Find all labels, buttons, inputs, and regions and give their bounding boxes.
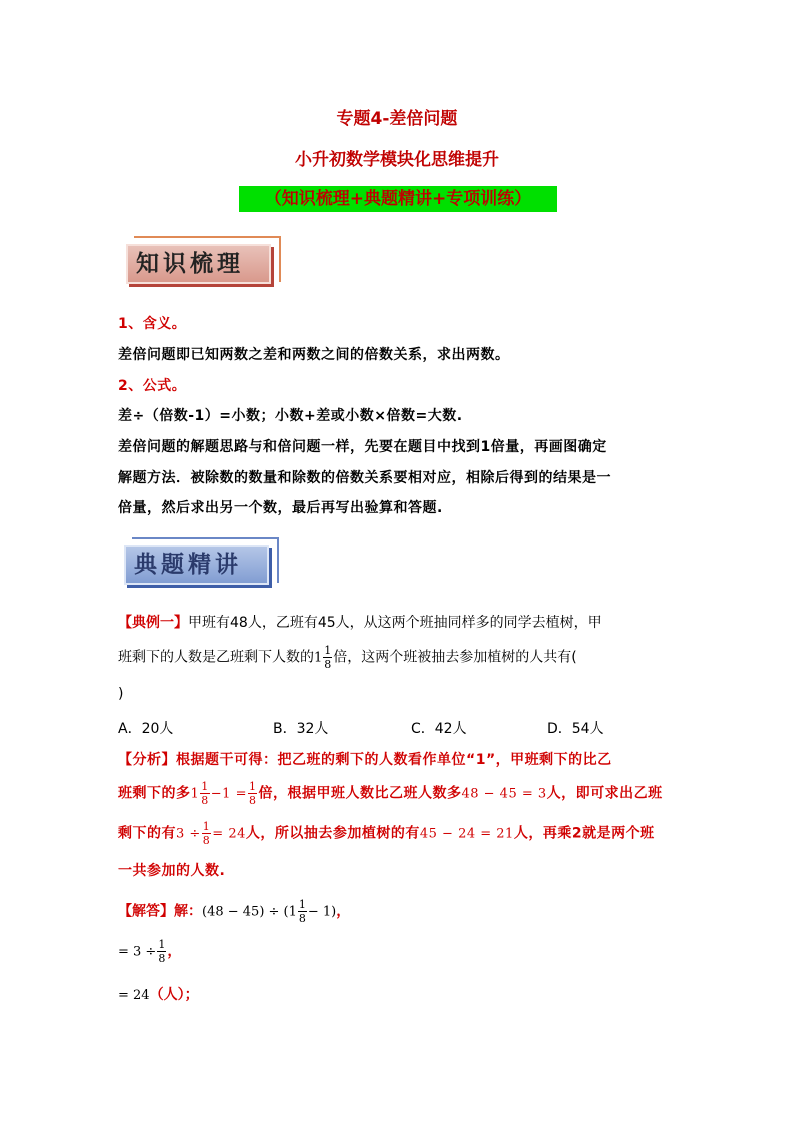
example-question-line-2: 班剩下的人数是乙班剩下人数的1 $\frac{1}{8}$ 倍，这两个班被抽去参加植树的人共有(: [118, 644, 577, 671]
document-title: 专题4-差倍问题: [336, 109, 458, 129]
analysis-line-3: 剩下的有3 ÷ $\frac{1}{8}$ = 24人，所以抽去参加植树的有45 − 24 = 21人，再乘2就是两个班: [118, 820, 655, 847]
explanation-line-3: 倍量，然后求出另一个数，最后再写出验算和答题.: [118, 500, 443, 516]
document-subtitle: 小升初数学模块化思维提升: [295, 150, 499, 170]
section-badge-knowledge: 知识梳理: [126, 244, 271, 284]
analysis-line-4: 一共参加的人数.: [118, 863, 226, 879]
meaning-text: 差倍问题即已知两数之差和两数之间的倍数关系，求出两数。: [118, 347, 510, 363]
choice-c: C．42人: [411, 721, 467, 737]
analysis-line-2: 班剩下的多1 $\frac{1}{8}$ −1 = $\frac{1}{8}$ 倍，根据甲班人数比乙班人数多48 − 45 = 3人，即可求出乙班: [118, 780, 663, 807]
answer-line-2: = 3 ÷ $\frac{1}{8}$ ，: [118, 938, 182, 965]
choice-a: A．20人: [118, 721, 174, 737]
choice-d: D．54人: [547, 721, 604, 737]
mixed-fraction: $\frac{1}{8}$: [324, 644, 332, 671]
example-question-line-3: ): [118, 686, 124, 702]
heading-formula: 2、公式。: [118, 378, 187, 394]
choice-b: B．32人: [273, 721, 329, 737]
analysis-line-1: 【分析】根据题干可得：把乙班的剩下的人数看作单位“1”，甲班剩下的比乙: [118, 752, 612, 768]
explanation-line-2: 解题方法．被除数的数量和除数的倍数关系要相对应，相除后得到的结果是一: [118, 470, 611, 486]
answer-line-1: 【解答】解：(48 − 45) ÷ (1 $\frac{1}{8}$ − 1)，: [118, 898, 351, 925]
heading-meaning: 1、含义。: [118, 316, 187, 332]
example-text: 甲班有48人，乙班有45人，从这两个班抽同样多的同学去植树，甲: [188, 615, 602, 631]
example-label: 【典例一】: [118, 615, 188, 631]
answer-line-3: = 24（人）；: [118, 987, 199, 1003]
example-question-line-1: [118, 612, 602, 632]
section-badge-examples: 典题精讲: [124, 545, 269, 585]
formula-text: 差÷（倍数-1）=小数；小数+差或小数×倍数=大数.: [118, 408, 463, 424]
answer-label: 【解答】: [118, 903, 174, 920]
explanation-line-1: 差倍问题的解题思路与和倍问题一样，先要在题目中找到1倍量，再画图确定: [118, 439, 607, 455]
analysis-label: 【分析】: [118, 752, 176, 768]
document-tagline: （知识梳理+典题精讲+专项训练）: [239, 186, 557, 212]
